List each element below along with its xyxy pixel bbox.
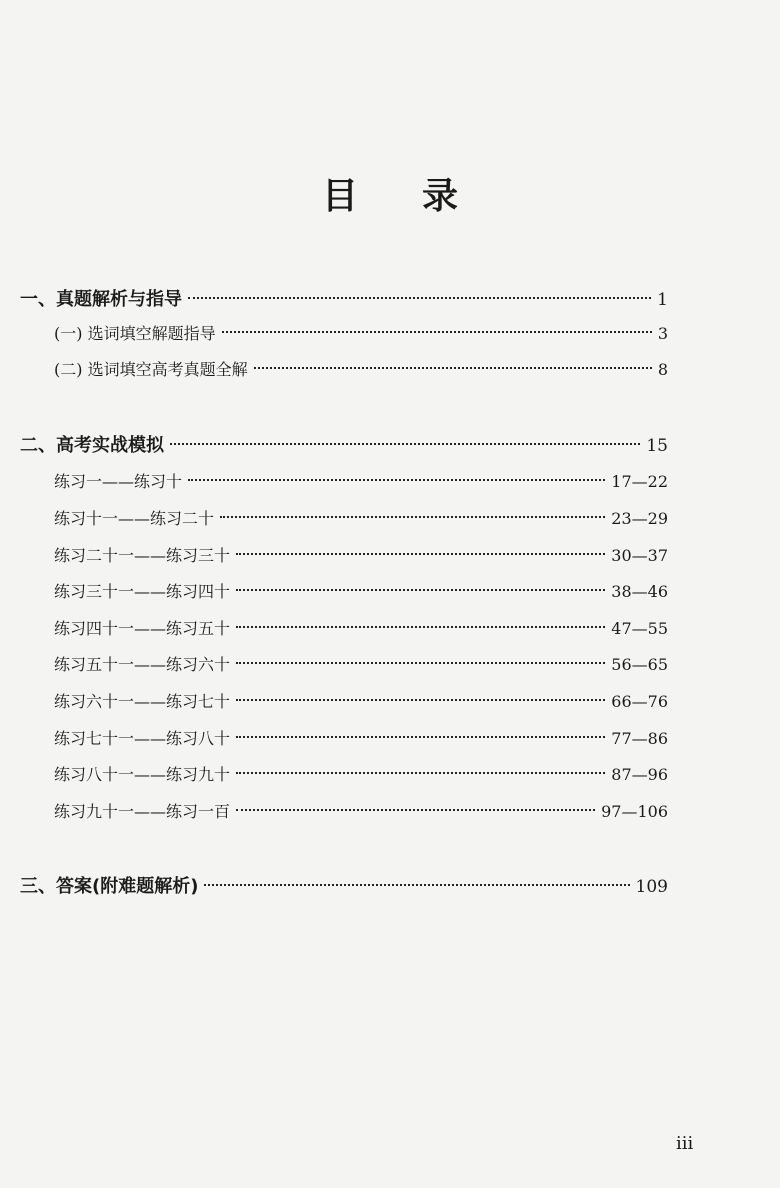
toc-subsection-label: 练习十一——练习二十	[54, 509, 215, 528]
toc-subsection-label: (一) 选词填空解题指导	[54, 324, 216, 343]
toc-page-number: 109	[635, 877, 668, 897]
toc-page-number: 1	[657, 290, 668, 310]
toc-page-number: 30—37	[611, 546, 668, 565]
toc-page-number: 56—65	[611, 655, 668, 674]
toc-subsection[interactable]	[54, 689, 668, 712]
toc-subsection[interactable]	[54, 799, 668, 822]
toc-subsection-label: (二) 选词填空高考真题全解	[54, 360, 248, 379]
page-title	[0, 168, 780, 219]
title-char-2: 录	[422, 176, 459, 217]
toc-subsection[interactable]	[54, 616, 668, 639]
leader-dots	[236, 772, 605, 774]
toc-subsection-label: 练习九十一——练习一百	[54, 802, 231, 821]
leader-dots	[220, 516, 605, 518]
toc-page-number: 15	[646, 436, 668, 456]
leader-dots	[236, 809, 595, 811]
toc-section-1[interactable]	[20, 285, 668, 311]
toc-subsection-label: 练习三十一——练习四十	[54, 582, 231, 601]
toc-subsection[interactable]	[54, 726, 668, 749]
toc-subsection[interactable]	[54, 543, 668, 566]
toc-subsection-label: 练习四十一——练习五十	[54, 619, 231, 638]
leader-dots	[222, 331, 652, 333]
toc-subsection[interactable]	[54, 579, 668, 602]
toc-subsection[interactable]	[54, 652, 668, 675]
leader-dots	[188, 479, 605, 481]
leader-dots	[236, 736, 605, 738]
toc-page-number: 8	[657, 360, 668, 379]
title-char-1: 目	[321, 176, 358, 217]
toc-subsection[interactable]	[54, 321, 668, 344]
toc-page-number: 38—46	[611, 582, 668, 601]
page-folio: iii	[676, 1133, 694, 1154]
leader-dots	[236, 553, 605, 555]
toc-page-number: 87—96	[611, 765, 668, 784]
toc-section-2[interactable]	[20, 431, 668, 457]
toc-page-number: 23—29	[611, 509, 668, 528]
toc-section-label: 二、高考实战模拟	[20, 435, 164, 456]
toc-subsection[interactable]	[54, 357, 668, 380]
leader-dots	[236, 662, 605, 664]
toc-subsection-label: 练习五十一——练习六十	[54, 655, 231, 674]
toc-page-number: 66—76	[611, 692, 668, 711]
leader-dots	[254, 367, 652, 369]
toc-subsection[interactable]	[54, 762, 668, 785]
toc-subsection-label: 练习八十一——练习九十	[54, 765, 231, 784]
leader-dots	[188, 297, 651, 299]
toc-subsection-label: 练习二十一——练习三十	[54, 546, 231, 565]
leader-dots	[170, 443, 640, 445]
toc-subsection-label: 练习六十一——练习七十	[54, 692, 231, 711]
toc-section-label: 三、答案(附难题解析)	[20, 876, 199, 897]
toc-subsection[interactable]	[54, 469, 668, 492]
toc-page-number: 77—86	[611, 729, 668, 748]
toc-page-number: 3	[657, 324, 668, 343]
leader-dots	[236, 626, 605, 628]
leader-dots	[204, 884, 629, 886]
leader-dots	[236, 699, 605, 701]
leader-dots	[236, 589, 605, 591]
toc-subsection-label: 练习一——练习十	[54, 472, 183, 491]
toc-subsection-label: 练习七十一——练习八十	[54, 729, 231, 748]
toc-page-number: 97—106	[601, 802, 668, 821]
toc-subsection[interactable]	[54, 506, 668, 529]
toc-section-3[interactable]	[20, 872, 668, 898]
toc-page-number: 47—55	[611, 619, 668, 638]
toc-page-number: 17—22	[611, 472, 668, 491]
toc-section-label: 一、真题解析与指导	[20, 289, 182, 310]
